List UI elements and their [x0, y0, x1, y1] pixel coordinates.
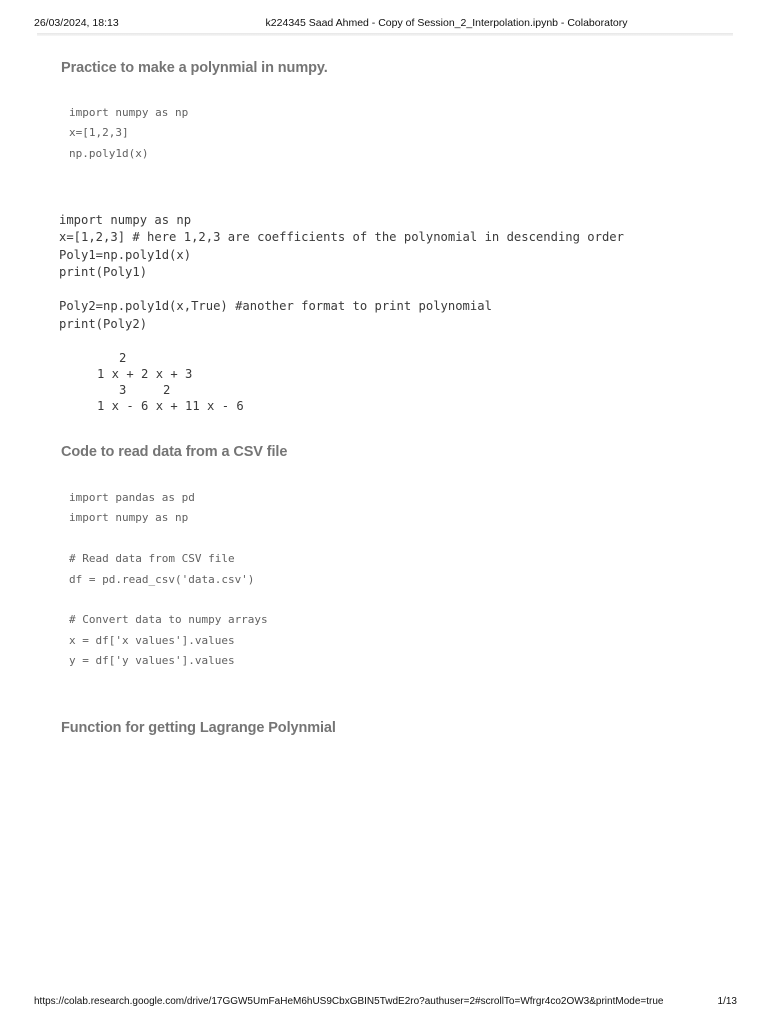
- document-title: k224345 Saad Ahmed - Copy of Session_2_Interpolation.ipynb - Colaboratory: [265, 17, 628, 29]
- print-header: [0, 14, 768, 32]
- output-line: 2: [97, 351, 127, 365]
- code-line: import numpy as np: [69, 511, 189, 525]
- output-line: 3 2: [97, 383, 171, 397]
- code-line: x=[1,2,3]: [69, 126, 129, 140]
- cell-output: [97, 350, 244, 414]
- code-line: y = df['y values'].values: [69, 654, 235, 668]
- code-line: x=[1,2,3] # here 1,2,3 are coefficients of the polynomial in descending order: [59, 230, 624, 245]
- header-divider: [37, 33, 733, 36]
- output-line: 1 x + 2 x + 3: [97, 367, 193, 381]
- code-cell-poly1d-demo[interactable]: [59, 212, 624, 333]
- code-line: print(Poly2): [59, 316, 148, 331]
- code-line: import numpy as np: [69, 106, 189, 119]
- page-number: 1/13: [717, 996, 737, 1007]
- print-datetime: 26/03/2024, 18:13: [34, 17, 119, 29]
- code-line: np.poly1d(x): [69, 146, 149, 160]
- code-line: import numpy as np: [59, 213, 192, 227]
- code-line: # Convert data to numpy arrays: [69, 613, 268, 627]
- page-url: https://colab.research.google.com/drive/17GGW5UmFaHeM6hUS9CbxGBIN5TwdE2ro?authuser=2#scrollTo=Wfrgr4co2OW3&printMode=true: [34, 996, 664, 1007]
- code-line: Poly1=np.poly1d(x): [59, 247, 192, 262]
- code-line: import pandas as pd: [69, 491, 195, 504]
- heading-read-csv: Code to read data from a CSV file: [61, 444, 288, 460]
- code-cell-read-csv[interactable]: [69, 488, 268, 672]
- code-blank-line: [69, 529, 268, 549]
- code-cell-practice-polynomial[interactable]: [69, 103, 188, 164]
- print-footer: [0, 996, 768, 1010]
- code-line: Poly2=np.poly1d(x,True) #another format to print polynomial: [59, 299, 492, 314]
- code-blank-line: [59, 281, 624, 298]
- code-line: # Read data from CSV file: [69, 552, 235, 566]
- code-line: print(Poly1): [59, 264, 148, 279]
- heading-practice-polynomial: Practice to make a polynmial in numpy.: [61, 60, 328, 76]
- code-line: x = df['x values'].values: [69, 633, 235, 647]
- output-line: 1 x - 6 x + 11 x - 6: [97, 399, 244, 413]
- code-blank-line: [69, 590, 268, 610]
- heading-lagrange-polynomial: Function for getting Lagrange Polynmial: [61, 720, 336, 736]
- code-line: df = pd.read_csv('data.csv'): [69, 572, 255, 586]
